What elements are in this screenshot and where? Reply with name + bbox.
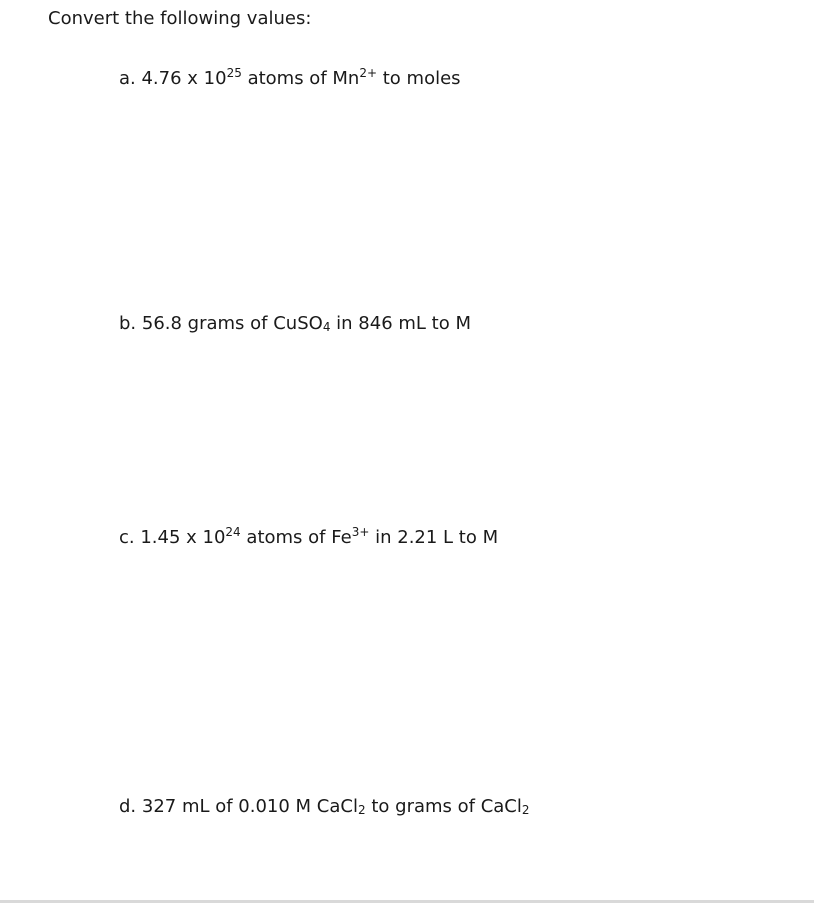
question-d-subscript-2: 2 xyxy=(521,803,530,817)
question-b-subscript: 4 xyxy=(322,320,331,334)
question-a-exponent: 25 xyxy=(226,66,242,80)
question-a xyxy=(119,67,461,91)
question-c-charge: 3+ xyxy=(351,525,370,539)
question-c-middle: atoms of Fe xyxy=(240,527,352,548)
worksheet-heading: Convert the following values: xyxy=(48,8,312,29)
question-d-prefix: d. 327 mL of 0.010 M CaCl xyxy=(119,796,358,817)
question-d-middle: to grams of CaCl xyxy=(365,796,522,817)
question-d-subscript-1: 2 xyxy=(357,803,366,817)
question-d xyxy=(119,795,530,819)
question-c-exponent: 24 xyxy=(225,525,241,539)
question-b-suffix: in 846 mL to M xyxy=(330,313,471,334)
question-c-suffix: in 2.21 L to M xyxy=(369,527,499,548)
question-b xyxy=(119,312,471,336)
question-a-suffix: to moles xyxy=(377,68,461,89)
question-c xyxy=(119,526,498,550)
question-a-middle: atoms of Mn xyxy=(241,68,360,89)
question-a-prefix: a. 4.76 x 10 xyxy=(119,68,227,89)
question-b-prefix: b. 56.8 grams of CuSO xyxy=(119,313,323,334)
question-a-charge: 2+ xyxy=(359,66,378,80)
question-c-prefix: c. 1.45 x 10 xyxy=(119,527,226,548)
